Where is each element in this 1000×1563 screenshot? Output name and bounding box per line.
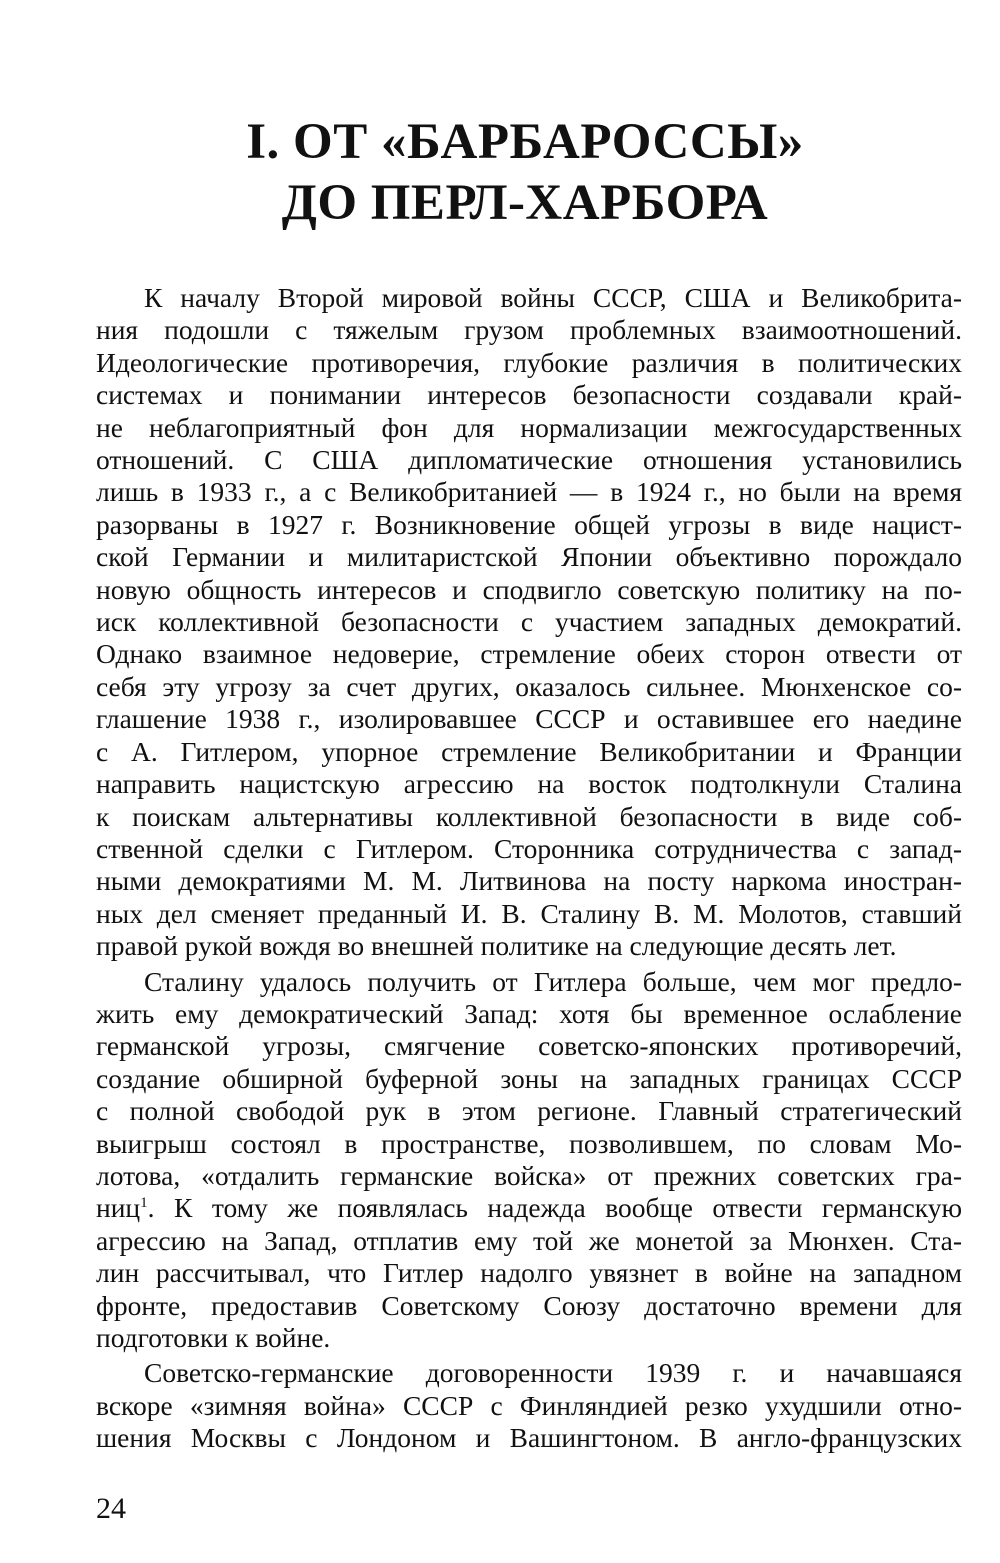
text-line: вскоре «зимняя война» СССР с Финляндией резко ухудшили отно- bbox=[96, 1389, 962, 1421]
text-line: новую общность интересов и сподвигло советскую политику на по- bbox=[96, 573, 962, 605]
text-line: шения Москвы с Лондоном и Вашингтоном. В англо-французских bbox=[96, 1422, 962, 1454]
body-text bbox=[96, 282, 962, 1455]
text-line: Идеологические противоречия, глубокие различия в политических bbox=[96, 346, 962, 378]
text-line: направить нацистскую агрессию на восток подтолкнули Сталина bbox=[96, 768, 962, 800]
text-line: лин рассчитывал, что Гитлер надолго увязнет в войне на западном bbox=[96, 1257, 962, 1289]
text-line: ской Германии и милитаристской Японии объективно порождало bbox=[96, 541, 962, 573]
text-line: создание обширной буферной зоны на западных границах СССР bbox=[96, 1062, 962, 1094]
text-line: ных дел сменяет преданный И. В. Сталину В. М. Молотов, ставший bbox=[96, 897, 962, 929]
text-line: К началу Второй мировой войны СССР, США и Великобрита- bbox=[144, 282, 962, 313]
text-line: фронте, предоставив Советскому Союзу достаточно времени для bbox=[96, 1289, 962, 1321]
text-line-with-footnote bbox=[96, 1192, 962, 1224]
text-line: германской угрозы, смягчение советско-японских противоречий, bbox=[96, 1030, 962, 1062]
text-line: агрессию на Запад, отплатив ему той же монетой за Мюнхен. Ста- bbox=[96, 1224, 962, 1256]
text-line: отношений. С США дипломатические отношения установились bbox=[96, 444, 962, 476]
paragraph-2 bbox=[96, 966, 962, 1355]
text-line: иск коллективной безопасности с участием западных демократий. bbox=[96, 606, 962, 638]
text-line: ния подошли с тяжелым грузом проблемных взаимоотношений. bbox=[96, 314, 962, 346]
chapter-title-line-2: ДО ПЕРЛ-ХАРБОРА bbox=[281, 175, 769, 231]
text-fragment: . К тому же появлялась надежда вообще отвести германскую bbox=[147, 1192, 962, 1224]
text-fragment: ниц bbox=[96, 1192, 141, 1224]
text-line: жить ему демократический Запад: хотя бы временное ослабление bbox=[96, 997, 962, 1029]
text-line: с А. Гитлером, упорное стремление Великобритании и Франции bbox=[96, 735, 962, 767]
text-line: Однако взаимное недоверие, стремление обеих сторон отвести от bbox=[96, 638, 962, 670]
chapter-title bbox=[0, 112, 1000, 234]
text-line: ственной сделки с Гитлером. Сторонника сотрудничества с запад- bbox=[96, 832, 962, 864]
page-number: 24 bbox=[96, 1492, 126, 1525]
text-line: разорваны в 1927 г. Возникновение общей угрозы в виде нацист- bbox=[96, 508, 962, 540]
text-line: Советско-германские договоренности 1939 г. и начавшаяся bbox=[144, 1357, 962, 1389]
text-line: системах и понимании интересов безопасности создавали край- bbox=[96, 379, 962, 411]
paragraph-3 bbox=[96, 1357, 962, 1454]
text-line: правой рукой вождя во внешней политике на следующие десять лет. bbox=[96, 930, 897, 962]
footnote-marker[interactable]: 1 bbox=[140, 1195, 148, 1212]
text-line: выигрыш состоял в пространстве, позволившем, по словам Мо- bbox=[96, 1127, 962, 1159]
text-line: к поискам альтернативы коллективной безопасности в виде соб- bbox=[96, 800, 962, 832]
text-line: себя эту угрозу за счет других, оказалось сильнее. Мюнхенское со- bbox=[96, 670, 962, 702]
text-line: ными демократиями М. М. Литвинова на посту наркома иностран- bbox=[96, 865, 962, 897]
text-line: подготовки к войне. bbox=[96, 1322, 331, 1353]
text-line: лишь в 1933 г., а с Великобританией — в 1924 г., но были на время bbox=[96, 476, 962, 508]
text-line: Сталину удалось получить от Гитлера больше, чем мог предло- bbox=[144, 965, 962, 997]
text-line: лотова, «отдалить германские войска» от прежних советских гра- bbox=[96, 1159, 962, 1191]
paragraph-1 bbox=[96, 282, 962, 963]
text-line: не неблагоприятный фон для нормализации межгосударственных bbox=[96, 411, 962, 443]
chapter-title-line-1: I. ОТ «БАРБАРОССЫ» bbox=[246, 114, 804, 170]
text-line: с полной свободой рук в этом регионе. Главный стратегический bbox=[96, 1095, 962, 1127]
text-line: глашение 1938 г., изолировавшее СССР и оставившее его наедине bbox=[96, 703, 962, 735]
